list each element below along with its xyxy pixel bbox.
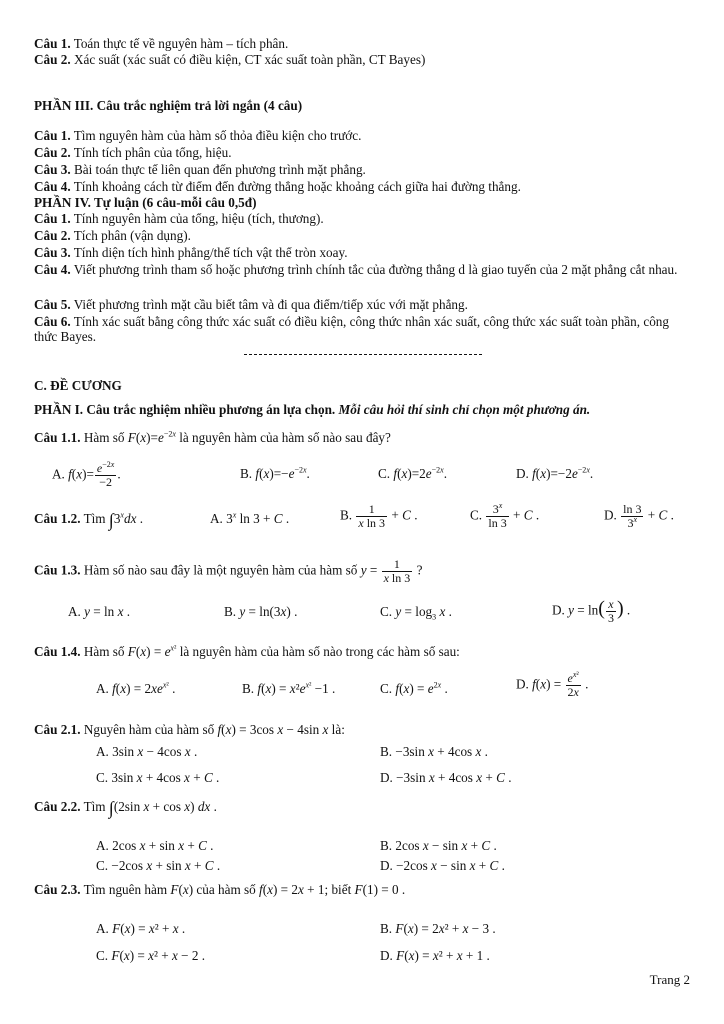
q23-option-d: D. F(x) = x² + x + 1 . <box>380 948 490 963</box>
q22-option-d: D. −2cos x − sin x + C . <box>380 858 505 873</box>
q13-option-b: B. y = ln(3x) . <box>224 604 298 619</box>
q23-option-a: A. F(x) = x² + x . <box>96 921 186 936</box>
separator-line <box>244 354 482 355</box>
q21-option-c: C. 3sin x + 4cos x + C . <box>96 770 220 785</box>
q11-option-b: B. $f(x)=-e^{-2x}$. <box>240 465 310 481</box>
q13-option-c: C. $y = \log_3 x$ . <box>380 604 452 622</box>
q14-option-a: A. $f(x) = 2xe^{x^2}$ . <box>96 680 176 696</box>
part4-item-6: Câu 6. Tính xác suất bằng công thức xác suất có điều kiện, công thức nhân xác suất, công thức xác suất toàn phần, công thức Bayes. <box>34 314 669 344</box>
question-1-4: Câu 1.4. Hàm số $F(x) = e^{x^2}$ là nguyên hàm của hàm số nào trong các hàm số sau: <box>34 643 460 659</box>
q22-option-b: B. 2cos x − sin x + C . <box>380 838 497 853</box>
part3-item-3: Câu 3. Bài toán thực tế liên quan đến phương trình mặt phẳng. <box>34 162 366 177</box>
q23-option-b: B. F(x) = 2x² + x − 3 . <box>380 921 496 936</box>
part4-item-4: Câu 4. Viết phương trình tham số hoặc phương trình chính tắc của đường thẳng d là giao tuyến của 2 mặt phẳng cắt nhau. <box>34 262 678 277</box>
question-1-3: Câu 1.3. Hàm số nào sau đây là một nguyên hàm của hàm số y = $\frac{1}{\text{x ln 3}}$ ? <box>34 557 423 585</box>
q11-option-c: C. $f(x)=2e^{-2x}$. <box>378 465 447 481</box>
question-1-2: Câu 1.2. Tìm ∫3$^x$dx . <box>34 510 144 530</box>
part4-item-1: Câu 1. Tính nguyên hàm của tổng, hiệu (tích, thương). <box>34 211 324 226</box>
q13-option-a: A. y = ln x . <box>68 604 131 619</box>
q11-option-d: D. $f(x)=-2e^{-2x}$. <box>516 465 594 481</box>
part4-item-2: Câu 2. Tích phân (vận dụng). <box>34 228 191 243</box>
question-1-1: Câu 1.1. Hàm số $F(x)=e^{-2x}$ là nguyên hàm của hàm số nào sau đây? <box>34 429 391 445</box>
part4-item-3: Câu 3. Tính diện tích hình phẳng/thể tích vật thể tròn xoay. <box>34 245 348 260</box>
page-number: Trang 2 <box>649 972 690 987</box>
q22-option-a: A. 2cos x + sin x + C . <box>96 838 214 853</box>
q21-option-b: B. −3sin x + 4cos x . <box>380 744 488 759</box>
question-2-2: Câu 2.2. Tìm ∫(2sin x + cos x) dx . <box>34 798 217 818</box>
part4-item-5: Câu 5. Viết phương trình mặt cầu biết tâm và đi qua điểm/tiếp xúc với mặt phẳng. <box>34 297 468 312</box>
q13-option-d: D. y = ln( $\frac{x}{3}$ ) . <box>552 597 631 625</box>
q12-option-d: D. $\frac{\ln 3}{3^x}$ + C . <box>604 502 674 530</box>
question-2-3: Câu 2.3. Tìm nguên hàm F(x) của hàm số f(x) = 2x + 1; biết F(1) = 0 . <box>34 882 406 897</box>
part3-title: PHẦN III. Câu trắc nghiệm trả lời ngắn (4 câu) <box>34 98 303 113</box>
q12-option-a: A. 3$^x$ ln 3 + C . <box>210 510 290 526</box>
q14-option-b: B. $f(x) = x^2e^{x^2} -1$ . <box>242 680 336 696</box>
q12-option-b: B. $\frac{1}{\text{x ln 3}}$ + C . <box>340 502 418 530</box>
intro-line-2: Câu 2. Xác suất (xác suất có điều kiện, CT xác suất toàn phần, CT Bayes) <box>34 52 426 67</box>
question-2-1: Câu 2.1. Nguyên hàm của hàm số f(x) = 3cos x − 4sin x là: <box>34 722 345 737</box>
outline-title: C. ĐỀ CƯƠNG <box>34 378 122 393</box>
q23-option-c: C. F(x) = x² + x − 2 . <box>96 948 206 963</box>
part3-item-2: Câu 2. Tính tích phân của tổng, hiệu. <box>34 145 232 160</box>
part4-title: PHẦN IV. Tự luận (6 câu-mỗi câu 0,5đ) <box>34 195 257 210</box>
q14-option-d: D. f(x) = $\frac{e^{x^2}}{2x}$ . <box>516 670 589 699</box>
part1-title: PHẦN I. Câu trắc nghiệm nhiều phương án lựa chọn. Mỗi câu hỏi thí sinh chỉ chọn một phương án. <box>34 402 591 417</box>
q21-option-a: A. 3sin x − 4cos x . <box>96 744 198 759</box>
q14-option-c: C. $f(x) = e^{2x}$ . <box>380 680 448 696</box>
part3-item-1: Câu 1. Tìm nguyên hàm của hàm số thỏa điều kiện cho trước. <box>34 128 362 143</box>
q12-option-c: C. $\frac{3^x}{\ln 3}$ + C . <box>470 501 540 530</box>
q22-option-c: C. −2cos x + sin x + C . <box>96 858 221 873</box>
q11-option-a: A. f(x)= $\frac{e^{-2x}}{-2}$ . <box>52 460 121 489</box>
part3-item-4: Câu 4. Tính khoảng cách từ điểm đến đường thẳng hoặc khoảng cách giữa hai đường thẳng. <box>34 179 521 194</box>
q21-option-d: D. −3sin x + 4cos x + C . <box>380 770 512 785</box>
intro-line-1: Câu 1. Toán thực tế về nguyên hàm – tích phân. <box>34 36 289 51</box>
